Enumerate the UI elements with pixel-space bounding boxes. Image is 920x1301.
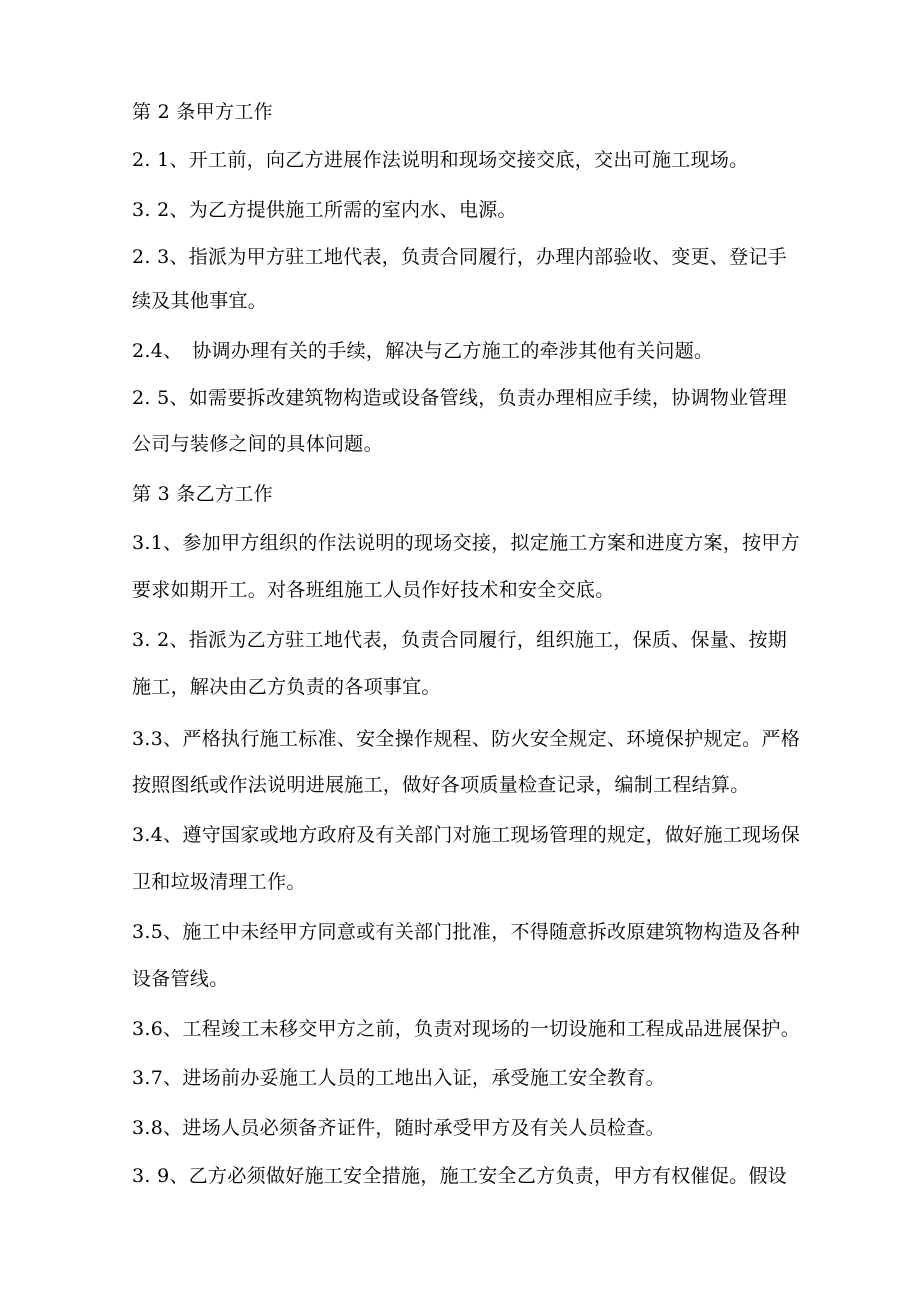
clause-2-5-cont: 公司与装修之间的具体问题。 bbox=[132, 433, 383, 455]
clause-2-3-cont: 续及其他事宜。 bbox=[132, 290, 268, 312]
clause-2-3: 2. 3、指派为甲方驻工地代表，负责合同履行，办理内部验收、变更、登记手 bbox=[132, 246, 788, 268]
clause-3-2: 3. 2、指派为乙方驻工地代表，负责合同履行，组织施工，保质、保量、按期 bbox=[132, 629, 788, 651]
section-heading-3: 第 3 条乙方工作 bbox=[132, 483, 273, 505]
clause-2-5: 2. 5、如需要拆改建筑物构造或设备管线，负责办理相应手续，协调物业管理 bbox=[132, 387, 788, 409]
clause-3-8: 3.8、进场人员必须备齐证件，随时承受甲方及有关人员检查。 bbox=[132, 1117, 665, 1139]
clause-3-3: 3.3、严格执行施工标准、安全操作规程、防火安全规定、环境保护规定。严格 bbox=[132, 728, 801, 750]
clause-3-5-cont: 设备管线。 bbox=[132, 968, 229, 990]
clause-2-1: 2. 1、开工前，向乙方进展作法说明和现场交接交底，交出可施工现场。 bbox=[132, 149, 749, 171]
clause-3-5: 3.5、施工中未经甲方同意或有关部门批准，不得随意拆改原建筑物构造及各种 bbox=[132, 921, 801, 943]
clause-2-4: 2.4、 协调办理有关的手续，解决与乙方施工的牵涉其他有关问题。 bbox=[132, 340, 714, 362]
clause-3-9: 3. 9、乙方必须做好施工安全措施，施工安全乙方负责，甲方有权催促。假设 bbox=[132, 1165, 788, 1187]
clause-3-4-cont: 卫和垃圾清理工作。 bbox=[132, 871, 306, 893]
clause-3-3-cont: 按照图纸或作法说明进展施工，做好各项质量检查记录，编制工程结算。 bbox=[132, 774, 750, 796]
clause-3-7: 3.7、进场前办妥施工人员的工地出入证，承受施工安全教育。 bbox=[132, 1067, 665, 1089]
section-heading-2: 第 2 条甲方工作 bbox=[132, 101, 273, 123]
clause-3-6: 3.6、工程竣工未移交甲方之前，负责对现场的一切设施和工程成品进展保护。 bbox=[132, 1018, 801, 1040]
clause-3-2-typo: 3. 2、为乙方提供施工所需的室内水、电源。 bbox=[132, 199, 517, 221]
clause-3-1: 3.1、参加甲方组织的作法说明的现场交接，拟定施工方案和进度方案，按甲方 bbox=[132, 532, 801, 554]
clause-3-2-cont: 施工，解决由乙方负责的各项事宜。 bbox=[132, 676, 441, 698]
clause-3-1-cont: 要求如期开工。对各班组施工人员作好技术和安全交底。 bbox=[132, 579, 615, 601]
clause-3-4: 3.4、遵守国家或地方政府及有关部门对施工现场管理的规定，做好施工现场保 bbox=[132, 824, 801, 846]
